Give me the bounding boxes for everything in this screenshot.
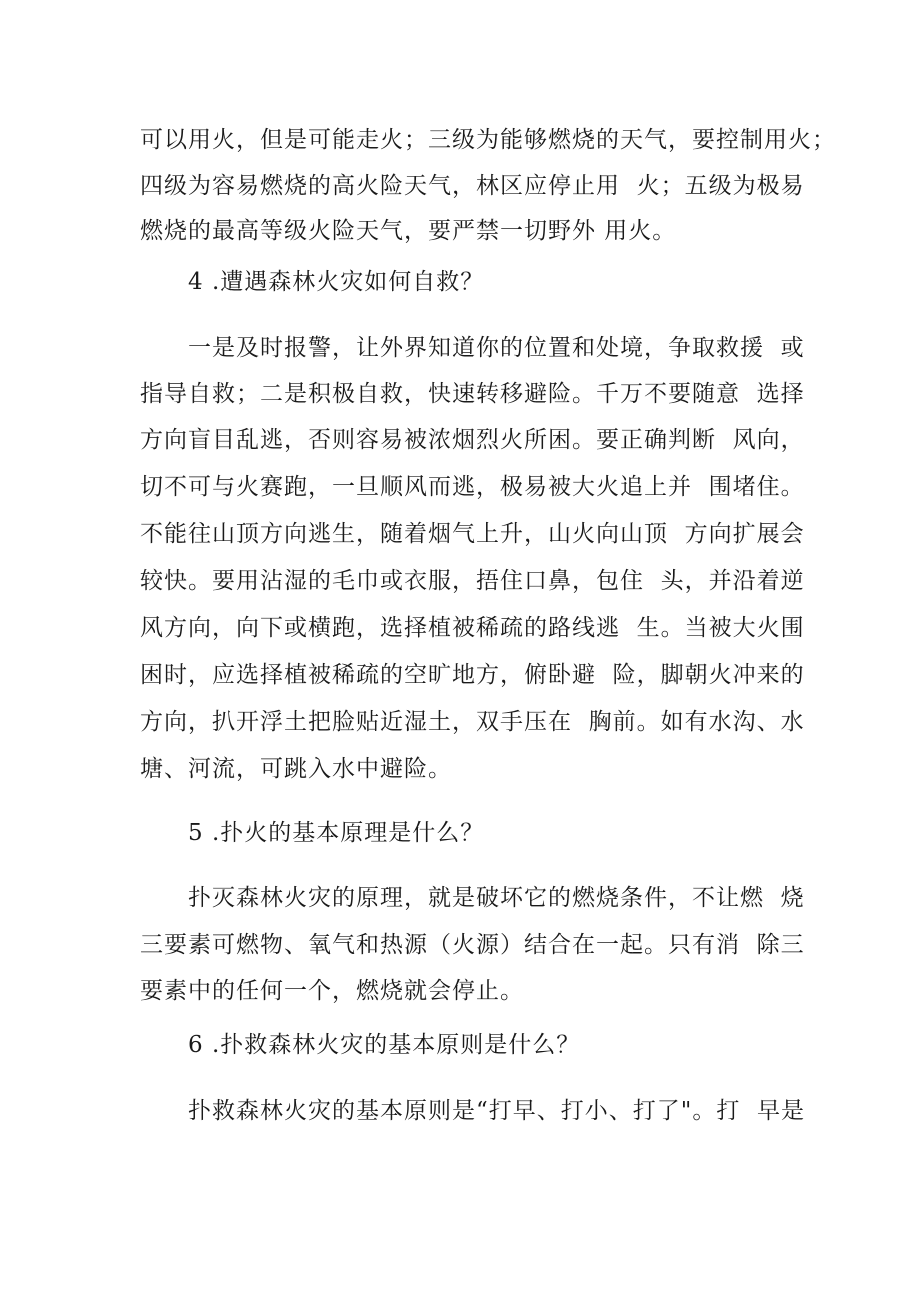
section-heading-5: 5 .扑火的基本原理是什么？ [188, 820, 485, 846]
paragraph-line: 可以用火，但是可能走火；三级为能够燃烧的天气，要控制用火； [140, 127, 836, 153]
paragraph-line: 方向，扒开浮土把脸贴近湿土，双手压在 胸前。如有水沟、水 [140, 709, 805, 735]
paragraph-line: 三要素可燃物、氧气和热源（火源）结合在一起。只有消 除三 [140, 932, 805, 958]
paragraph-line: 扑灭森林火灾的原理，就是破坏它的燃烧条件，不让燃 烧 [188, 885, 805, 911]
paragraph-line: 一是及时报警，让外界知道你的位置和处境，争取救援 或 [188, 335, 805, 361]
paragraph-line: 方向盲目乱逃，否则容易被浓烟烈火所困。要正确判断 风向， [140, 427, 805, 453]
paragraph-line: 扑救森林火灾的基本原则是“打早、打小、打了"。打 早是 [188, 1098, 805, 1124]
paragraph-line: 要素中的任何一个，燃烧就会停止。 [140, 978, 524, 1004]
paragraph-line: 指导自救；二是积极自救，快速转移避险。千万不要随意 选择 [140, 381, 805, 407]
paragraph-line: 塘、河流，可跳入水中避险。 [140, 756, 452, 782]
paragraph-line: 燃烧的最高等级火险天气，要严禁一切野外 用火。 [140, 218, 677, 244]
paragraph-line: 较快。要用沾湿的毛巾或衣服，捂住口鼻，包住 头，并沿着逆 [140, 568, 805, 594]
paragraph-line: 困时，应选择植被稀疏的空旷地方，俯卧避 险，脚朝火冲来的 [140, 662, 805, 688]
section-heading-6: 6 .扑救森林火灾的基本原则是什么？ [188, 1032, 581, 1058]
section-heading-4: 4 .遭遇森林火灾如何自救？ [188, 269, 485, 295]
paragraph-line: 风方向，向下或横跑，选择植被稀疏的路线逃 生。当被大火围 [140, 615, 805, 641]
paragraph-line: 四级为容易燃烧的高火险天气，林区应停止用 火；五级为极易 [140, 173, 805, 199]
paragraph-line: 切不可与火赛跑，一旦顺风而逃，极易被大火追上并 围堵住。 [140, 474, 805, 500]
paragraph-line: 不能往山顶方向逃生，随着烟气上升，山火向山顶 方向扩展会 [140, 521, 805, 547]
